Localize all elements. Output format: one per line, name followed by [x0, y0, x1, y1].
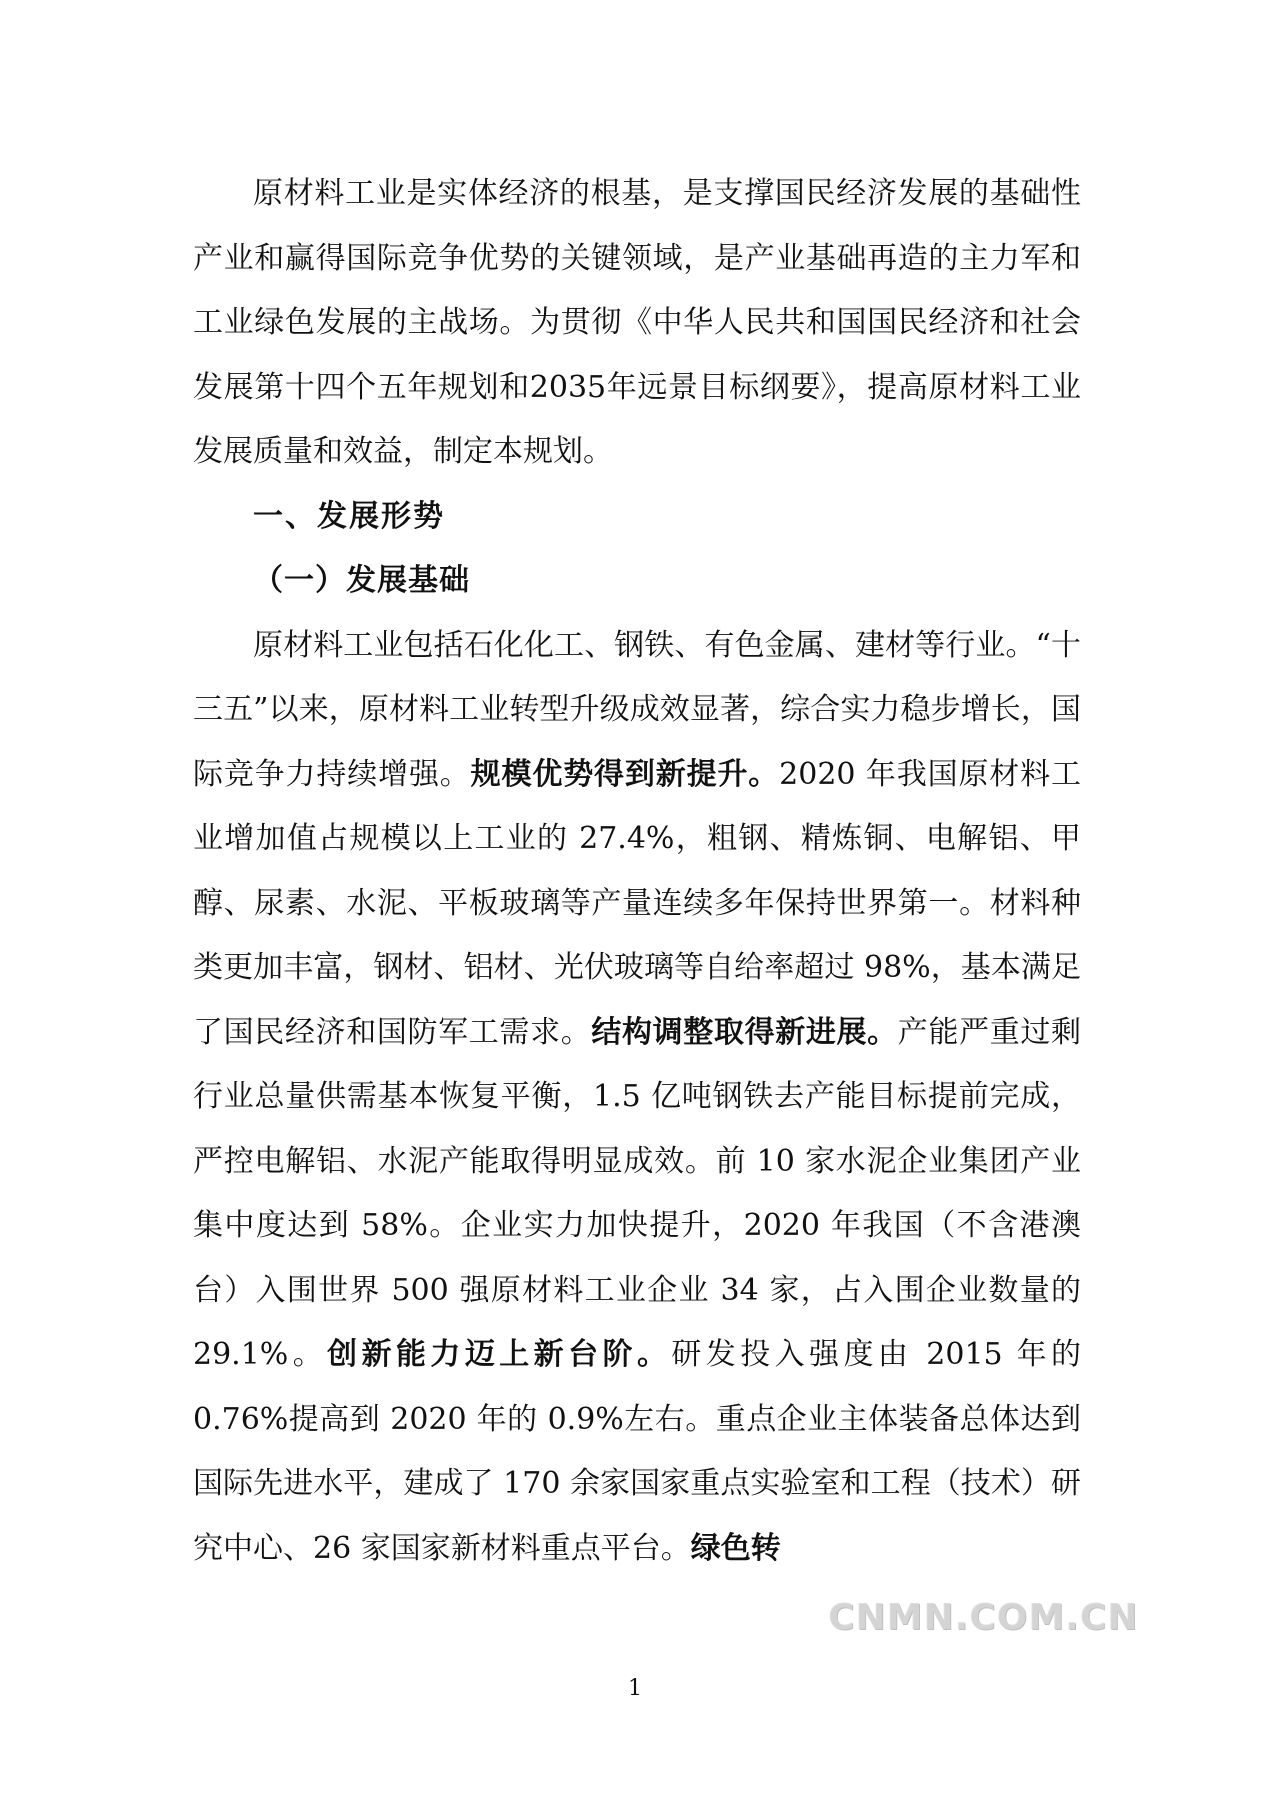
paragraph-segment: 2020 年我国原材料工业增加值占规模以上工业的 27.4%，粗钢、精炼铜、电解铝、甲醇、尿素、水泥、平板玻璃等产量连续多年保持世界第一。材料种类更加丰富，钢材、铝材、光伏玻璃等自给率超过 98%，基本满足了国民经济和国防军工需求。: [193, 756, 1082, 1050]
intro-text: 原材料工业是实体经济的根基，是支撑国民经济发展的基础性产业和赢得国际竞争优势的关键领域，是产业基础再造的主力军和工业绿色发展的主战场。为贯彻《中华人民共和国国民经济和社会发展第十四个五年规划和2035年远景目标纲要》，提高原材料工业发展质量和效益，制定本规划。: [193, 176, 1081, 469]
site-watermark: CNMN.COM.CN: [828, 1597, 1139, 1638]
subsection-heading: （一）发展基础: [253, 563, 470, 598]
bold-lead-innovation: 创新能力迈上新台阶。: [327, 1337, 672, 1372]
section-heading: 一、发展形势: [253, 498, 445, 534]
bold-lead-structure: 结构调整取得新进展。: [591, 1014, 898, 1050]
development-basis-paragraph: [193, 614, 1081, 1582]
bold-lead-green: 绿色转: [690, 1530, 781, 1566]
body-text: [193, 162, 1081, 1581]
paragraph-segment: 原材料工业包括石化化工、钢铁、有色金属、建材等行业。“十三五”以来，原材料工业转型升级成效显著，综合实力稳步增长，国际竞争力持续增强。: [193, 627, 1081, 792]
paragraph-segment: 研发投入强度由 2015 年的 0.76%提高到 2020 年的 0.9%左右。重点企业主体装备总体达到国际先进水平，建成了 170 余家国家重点实验室和工程（技术）研究中心、26 家国家新材料重点平台。: [193, 1337, 1082, 1566]
intro-paragraph: [193, 162, 1081, 485]
bold-lead-scale: 规模优势得到新提升。: [470, 756, 780, 792]
page-number: 1: [628, 1676, 642, 1701]
paragraph-segment: 产能严重过剩行业总量供需基本恢复平衡，1.5 亿吨钢铁去产能目标提前完成，严控电解铝、水泥产能取得明显成效。前 10 家水泥企业集团产业集中度达到 58%。企业实力加快提升，2020 年我国（不含港澳台）入围世界 500 强原材料工业企业 34 家，占入围企业数量的 29.1%。: [193, 1014, 1082, 1372]
